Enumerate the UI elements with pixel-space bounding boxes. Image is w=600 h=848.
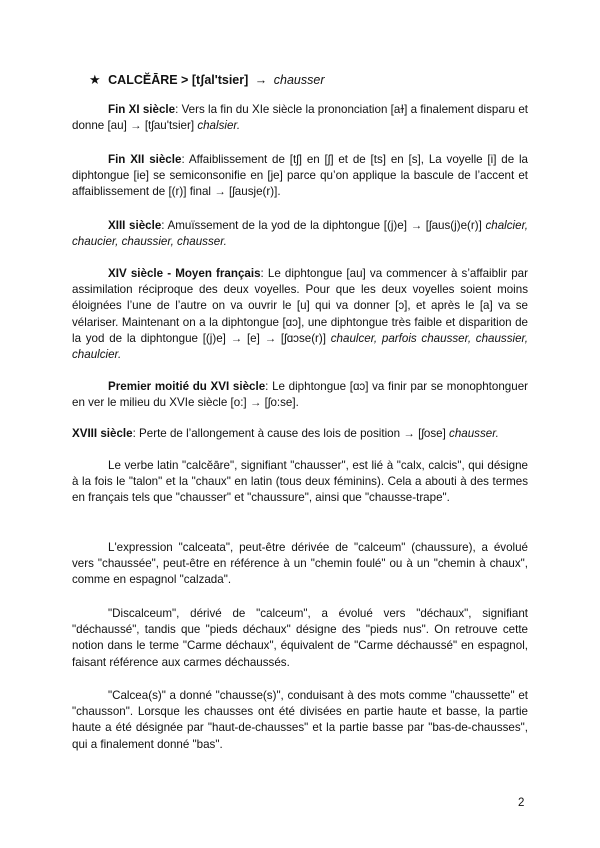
section-xviii: [72, 426, 528, 442]
section-text: : Amuïssement de la yod de la diphtongue [(j)e] → [ʃaus(j)e(r)]: [161, 219, 486, 232]
section-xvi: [72, 379, 528, 411]
section-italic: chalcier, chaucier, chaussier, chausser.: [72, 219, 529, 249]
paragraph-discalceum: "Discalceum", dérivé de "calceum", a évolué vers "déchaux", signifiant "déchaussé", tandis que "pieds déchaux" désigne des "pieds nus". On retrouve cette notion dans le terme "Carme déchaux", équivalent de "Carme déchaussé" en espagnol, faisant référence aux carmes déchaussés.: [72, 607, 528, 669]
section-label: Fin XI siècle: [108, 103, 176, 116]
paragraph-calcere: Le verbe latin "calcĕāre", signifiant "chausser", est lié à "calx, calcis", qui désigne à la fois le "talon" et la "chaux" en latin (tous deux féminins). Cela a abouti à des termes en français tels que "chausser" et "chaussure", ainsi que "chausse-trape".: [72, 459, 528, 505]
section-italic: chausser.: [449, 427, 499, 440]
star-icon: ★: [89, 72, 101, 87]
section-text: : Le diphtongue [ɑɔ] va finir par se monophtonguer en ver le milieu du XVIe siècle [o:] → [ʃo:se].: [72, 380, 528, 410]
section-text: : Le diphtongue [au] va commencer à s’affaiblir par assimilation réciproque des deux voyelles. Pour que les deux voyelles soient moins éloignées l’une de l’autre on va ouvrir le [u] qui va donner [ɔ], et après le [a] va se vélariser. Maintenant on a la diphtongue [ɑɔ], une diphtongue très faible et disparition de la yod de la diphtongue [(j)e] → [e] → [ʃɑɔse(r)]: [72, 267, 528, 345]
entry-title: CALCĔĀRE > [tʃal'tsier]: [108, 73, 249, 87]
entry-heading: [89, 72, 529, 88]
entry-target-word: chausser: [273, 73, 325, 87]
section-xiii: [72, 218, 528, 250]
section-italic: chalsier.: [197, 119, 241, 133]
section-label: Premier moitié du XVI siècle: [108, 380, 266, 393]
paragraph-calceata: L'expression "calceata", peut-être dérivée de "calceum" (chaussure), a évolué vers "chaussée", peut-être en référence à un "chemin foulé" ou à un "chemin à chaux", comme en espagnol "calzada".: [72, 541, 528, 587]
section-text: : Vers la fin du XIe siècle la prononciation [aɫ] a finalement disparu et donne [au] → [tʃau'tsier]: [72, 103, 528, 133]
section-label: Fin XII siècle: [108, 153, 182, 166]
section-fin-xi: [72, 102, 528, 134]
section-text: : Affaiblissement de [tʃ] en [ʃ] et de [ts] en [s], La voyelle [i] de la diphtongue [ie] se semiconsonifie en [je] parce qu’on applique la bascule de l’accent et affaiblissement de [(r)] final → [ʃausje(r)].: [72, 153, 528, 199]
section-label: XIII siècle: [108, 219, 162, 232]
arrow-icon: →: [254, 73, 268, 87]
paragraph-calceas: "Calcea(s)" a donné "chausse(s)", conduisant à des mots comme "chaussette" et "chausson". Lorsque les chausses ont été divisées en partie haute et basse, la partie haute a été désignée par "haut-de-chausses" et la partie basse par "bas-de-chausses", qui a finalement donné "bas".: [72, 689, 528, 751]
section-text: : Perte de l’allongement à cause des lois de position → [ʃose]: [132, 427, 450, 440]
section-xiv: [72, 266, 528, 363]
section-label: XIV siècle - Moyen français: [108, 267, 261, 280]
page-number: 2: [518, 797, 525, 809]
section-label: XVIII siècle: [72, 427, 133, 440]
section-italic: chaulcer, parfois chausser, chaussier, chaulcier.: [72, 331, 528, 362]
section-fin-xii: [72, 152, 528, 201]
